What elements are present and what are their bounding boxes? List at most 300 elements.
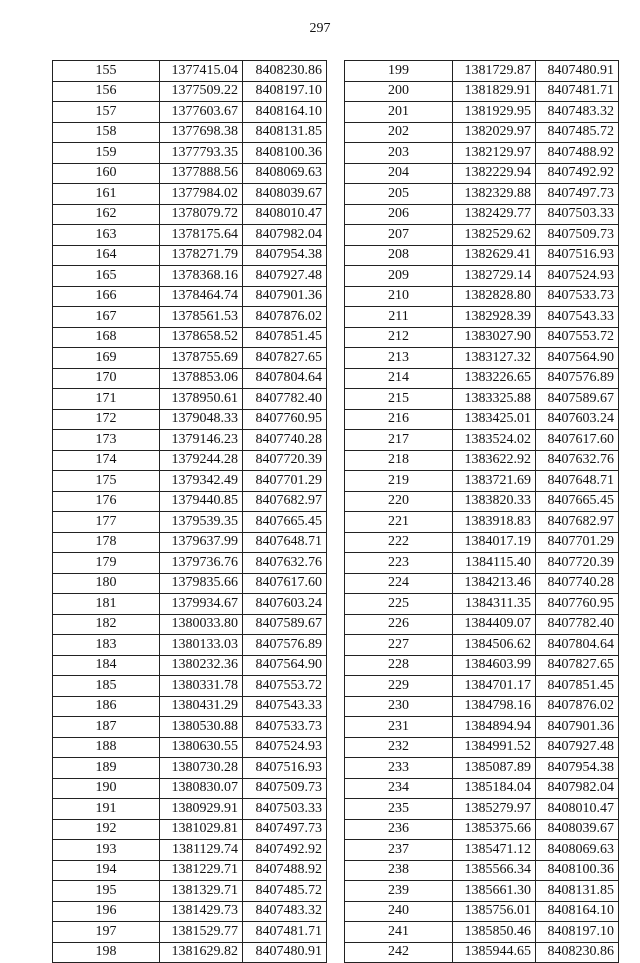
x-coordinate-cell: 1377793.35 <box>160 143 243 164</box>
table-row <box>345 471 619 492</box>
point-number-cell: 234 <box>345 778 453 799</box>
point-number-cell: 211 <box>345 307 453 328</box>
x-coordinate-cell: 1380830.07 <box>160 778 243 799</box>
table-row <box>345 881 619 902</box>
y-coordinate-cell: 8407480.91 <box>536 61 619 82</box>
table-row <box>345 389 619 410</box>
y-coordinate-cell: 8407804.64 <box>536 635 619 656</box>
point-number-cell: 175 <box>53 471 160 492</box>
point-number-cell: 232 <box>345 737 453 758</box>
x-coordinate-cell: 1382029.97 <box>453 122 536 143</box>
x-coordinate-cell: 1380331.78 <box>160 676 243 697</box>
table-row <box>53 266 327 287</box>
x-coordinate-cell: 1378658.52 <box>160 327 243 348</box>
x-coordinate-cell: 1384506.62 <box>453 635 536 656</box>
table-row <box>53 737 327 758</box>
point-number-cell: 241 <box>345 922 453 943</box>
y-coordinate-cell: 8407927.48 <box>243 266 327 287</box>
point-number-cell: 239 <box>345 881 453 902</box>
point-number-cell: 224 <box>345 573 453 594</box>
table-row <box>345 901 619 922</box>
point-number-cell: 197 <box>53 922 160 943</box>
y-coordinate-cell: 8407492.92 <box>243 840 327 861</box>
x-coordinate-cell: 1379048.33 <box>160 409 243 430</box>
table-row <box>53 532 327 553</box>
table-row <box>345 840 619 861</box>
x-coordinate-cell: 1382629.41 <box>453 245 536 266</box>
page-number: 297 <box>309 21 331 36</box>
x-coordinate-cell: 1383425.01 <box>453 409 536 430</box>
point-number-cell: 199 <box>345 61 453 82</box>
y-coordinate-cell: 8408039.67 <box>536 819 619 840</box>
table-row <box>53 901 327 922</box>
point-number-cell: 171 <box>53 389 160 410</box>
table-row <box>345 286 619 307</box>
x-coordinate-cell: 1381229.71 <box>160 860 243 881</box>
y-coordinate-cell: 8407509.73 <box>536 225 619 246</box>
table-row <box>53 409 327 430</box>
table-row <box>53 163 327 184</box>
y-coordinate-cell: 8407553.72 <box>536 327 619 348</box>
point-number-cell: 159 <box>53 143 160 164</box>
point-number-cell: 222 <box>345 532 453 553</box>
x-coordinate-cell: 1378755.69 <box>160 348 243 369</box>
point-number-cell: 206 <box>345 204 453 225</box>
y-coordinate-cell: 8408230.86 <box>536 942 619 963</box>
point-number-cell: 221 <box>345 512 453 533</box>
y-coordinate-cell: 8407553.72 <box>243 676 327 697</box>
coordinates-table-left <box>52 60 327 963</box>
table-row <box>345 819 619 840</box>
table-row <box>53 758 327 779</box>
x-coordinate-cell: 1382729.14 <box>453 266 536 287</box>
table-row <box>53 614 327 635</box>
y-coordinate-cell: 8407954.38 <box>536 758 619 779</box>
x-coordinate-cell: 1378368.16 <box>160 266 243 287</box>
table-row <box>53 881 327 902</box>
point-number-cell: 158 <box>53 122 160 143</box>
table-row <box>53 491 327 512</box>
point-number-cell: 235 <box>345 799 453 820</box>
x-coordinate-cell: 1380133.03 <box>160 635 243 656</box>
point-number-cell: 185 <box>53 676 160 697</box>
point-number-cell: 196 <box>53 901 160 922</box>
y-coordinate-cell: 8407648.71 <box>536 471 619 492</box>
x-coordinate-cell: 1377984.02 <box>160 184 243 205</box>
table-row <box>345 491 619 512</box>
table-row <box>53 553 327 574</box>
y-coordinate-cell: 8407648.71 <box>243 532 327 553</box>
y-coordinate-cell: 8407481.71 <box>536 81 619 102</box>
point-number-cell: 229 <box>345 676 453 697</box>
point-number-cell: 212 <box>345 327 453 348</box>
y-coordinate-cell: 8408010.47 <box>243 204 327 225</box>
point-number-cell: 227 <box>345 635 453 656</box>
table-row <box>345 676 619 697</box>
point-number-cell: 217 <box>345 430 453 451</box>
y-coordinate-cell: 8407665.45 <box>243 512 327 533</box>
point-number-cell: 202 <box>345 122 453 143</box>
y-coordinate-cell: 8408069.63 <box>536 840 619 861</box>
x-coordinate-cell: 1385566.34 <box>453 860 536 881</box>
y-coordinate-cell: 8407543.33 <box>243 696 327 717</box>
table-row <box>345 737 619 758</box>
y-coordinate-cell: 8407497.73 <box>536 184 619 205</box>
table-row <box>53 225 327 246</box>
x-coordinate-cell: 1385944.65 <box>453 942 536 963</box>
y-coordinate-cell: 8407720.39 <box>243 450 327 471</box>
y-coordinate-cell: 8407533.73 <box>243 717 327 738</box>
y-coordinate-cell: 8407524.93 <box>536 266 619 287</box>
y-coordinate-cell: 8407701.29 <box>536 532 619 553</box>
y-coordinate-cell: 8407576.89 <box>536 368 619 389</box>
y-coordinate-cell: 8407589.67 <box>243 614 327 635</box>
point-number-cell: 180 <box>53 573 160 594</box>
x-coordinate-cell: 1385184.04 <box>453 778 536 799</box>
point-number-cell: 238 <box>345 860 453 881</box>
table-row <box>345 450 619 471</box>
x-coordinate-cell: 1381929.95 <box>453 102 536 123</box>
x-coordinate-cell: 1379835.66 <box>160 573 243 594</box>
y-coordinate-cell: 8407851.45 <box>536 676 619 697</box>
table-row <box>53 799 327 820</box>
table-row <box>53 327 327 348</box>
point-number-cell: 174 <box>53 450 160 471</box>
x-coordinate-cell: 1385087.89 <box>453 758 536 779</box>
y-coordinate-cell: 8407564.90 <box>536 348 619 369</box>
y-coordinate-cell: 8407617.60 <box>243 573 327 594</box>
table-row <box>53 635 327 656</box>
y-coordinate-cell: 8407603.24 <box>243 594 327 615</box>
table-row <box>53 368 327 389</box>
y-coordinate-cell: 8407701.29 <box>243 471 327 492</box>
point-number-cell: 179 <box>53 553 160 574</box>
point-number-cell: 165 <box>53 266 160 287</box>
point-number-cell: 231 <box>345 717 453 738</box>
y-coordinate-cell: 8408131.85 <box>536 881 619 902</box>
x-coordinate-cell: 1383127.32 <box>453 348 536 369</box>
x-coordinate-cell: 1379440.85 <box>160 491 243 512</box>
point-number-cell: 225 <box>345 594 453 615</box>
y-coordinate-cell: 8408100.36 <box>243 143 327 164</box>
y-coordinate-cell: 8407760.95 <box>536 594 619 615</box>
x-coordinate-cell: 1385850.46 <box>453 922 536 943</box>
x-coordinate-cell: 1383918.83 <box>453 512 536 533</box>
x-coordinate-cell: 1378271.79 <box>160 245 243 266</box>
table-row <box>53 840 327 861</box>
x-coordinate-cell: 1379736.76 <box>160 553 243 574</box>
table-row <box>345 327 619 348</box>
x-coordinate-cell: 1380530.88 <box>160 717 243 738</box>
table-row <box>345 717 619 738</box>
point-number-cell: 213 <box>345 348 453 369</box>
y-coordinate-cell: 8407760.95 <box>243 409 327 430</box>
y-coordinate-cell: 8407632.76 <box>536 450 619 471</box>
table-row <box>53 286 327 307</box>
table-row <box>53 717 327 738</box>
y-coordinate-cell: 8407524.93 <box>243 737 327 758</box>
coordinates-table-right <box>344 60 619 963</box>
table-row <box>345 143 619 164</box>
table-row <box>345 81 619 102</box>
point-number-cell: 193 <box>53 840 160 861</box>
y-coordinate-cell: 8407982.04 <box>243 225 327 246</box>
point-number-cell: 161 <box>53 184 160 205</box>
x-coordinate-cell: 1380929.91 <box>160 799 243 820</box>
table-row <box>53 81 327 102</box>
y-coordinate-cell: 8407485.72 <box>243 881 327 902</box>
table-row <box>53 471 327 492</box>
y-coordinate-cell: 8408164.10 <box>536 901 619 922</box>
table-row <box>53 573 327 594</box>
table-row <box>345 122 619 143</box>
y-coordinate-cell: 8407982.04 <box>536 778 619 799</box>
x-coordinate-cell: 1378464.74 <box>160 286 243 307</box>
point-number-cell: 155 <box>53 61 160 82</box>
table-row <box>53 61 327 82</box>
x-coordinate-cell: 1381729.87 <box>453 61 536 82</box>
x-coordinate-cell: 1379342.49 <box>160 471 243 492</box>
point-number-cell: 188 <box>53 737 160 758</box>
table-row <box>53 143 327 164</box>
y-coordinate-cell: 8407516.93 <box>536 245 619 266</box>
x-coordinate-cell: 1385471.12 <box>453 840 536 861</box>
point-number-cell: 194 <box>53 860 160 881</box>
y-coordinate-cell: 8407682.97 <box>243 491 327 512</box>
y-coordinate-cell: 8408069.63 <box>243 163 327 184</box>
x-coordinate-cell: 1383027.90 <box>453 327 536 348</box>
point-number-cell: 215 <box>345 389 453 410</box>
y-coordinate-cell: 8407503.33 <box>243 799 327 820</box>
point-number-cell: 187 <box>53 717 160 738</box>
point-number-cell: 157 <box>53 102 160 123</box>
point-number-cell: 200 <box>345 81 453 102</box>
point-number-cell: 203 <box>345 143 453 164</box>
point-number-cell: 195 <box>53 881 160 902</box>
table-body <box>53 61 327 963</box>
y-coordinate-cell: 8407480.91 <box>243 942 327 963</box>
x-coordinate-cell: 1378950.61 <box>160 389 243 410</box>
table-row <box>345 225 619 246</box>
point-number-cell: 230 <box>345 696 453 717</box>
y-coordinate-cell: 8407576.89 <box>243 635 327 656</box>
point-number-cell: 170 <box>53 368 160 389</box>
x-coordinate-cell: 1385756.01 <box>453 901 536 922</box>
x-coordinate-cell: 1380033.80 <box>160 614 243 635</box>
x-coordinate-cell: 1384115.40 <box>453 553 536 574</box>
y-coordinate-cell: 8408164.10 <box>243 102 327 123</box>
y-coordinate-cell: 8407483.32 <box>243 901 327 922</box>
x-coordinate-cell: 1378175.64 <box>160 225 243 246</box>
table-row <box>345 594 619 615</box>
point-number-cell: 173 <box>53 430 160 451</box>
y-coordinate-cell: 8408039.67 <box>243 184 327 205</box>
table-row <box>53 430 327 451</box>
point-number-cell: 198 <box>53 942 160 963</box>
point-number-cell: 181 <box>53 594 160 615</box>
table-row <box>53 245 327 266</box>
point-number-cell: 167 <box>53 307 160 328</box>
y-coordinate-cell: 8407876.02 <box>536 696 619 717</box>
table-row <box>53 860 327 881</box>
y-coordinate-cell: 8407720.39 <box>536 553 619 574</box>
y-coordinate-cell: 8407901.36 <box>243 286 327 307</box>
table-row <box>53 676 327 697</box>
table-row <box>345 922 619 943</box>
x-coordinate-cell: 1384798.16 <box>453 696 536 717</box>
point-number-cell: 220 <box>345 491 453 512</box>
y-coordinate-cell: 8408197.10 <box>536 922 619 943</box>
point-number-cell: 164 <box>53 245 160 266</box>
table-row <box>53 122 327 143</box>
point-number-cell: 236 <box>345 819 453 840</box>
y-coordinate-cell: 8407589.67 <box>536 389 619 410</box>
point-number-cell: 216 <box>345 409 453 430</box>
point-number-cell: 163 <box>53 225 160 246</box>
x-coordinate-cell: 1385375.66 <box>453 819 536 840</box>
table-row <box>345 655 619 676</box>
y-coordinate-cell: 8407740.28 <box>243 430 327 451</box>
y-coordinate-cell: 8407827.65 <box>536 655 619 676</box>
point-number-cell: 233 <box>345 758 453 779</box>
table-row <box>345 61 619 82</box>
x-coordinate-cell: 1379146.23 <box>160 430 243 451</box>
x-coordinate-cell: 1384603.99 <box>453 655 536 676</box>
x-coordinate-cell: 1384311.35 <box>453 594 536 615</box>
x-coordinate-cell: 1382529.62 <box>453 225 536 246</box>
table-row <box>345 635 619 656</box>
y-coordinate-cell: 8408131.85 <box>243 122 327 143</box>
x-coordinate-cell: 1382129.97 <box>453 143 536 164</box>
x-coordinate-cell: 1382229.94 <box>453 163 536 184</box>
x-coordinate-cell: 1380232.36 <box>160 655 243 676</box>
y-coordinate-cell: 8407740.28 <box>536 573 619 594</box>
x-coordinate-cell: 1384017.19 <box>453 532 536 553</box>
table-row <box>53 696 327 717</box>
point-number-cell: 205 <box>345 184 453 205</box>
x-coordinate-cell: 1383524.02 <box>453 430 536 451</box>
y-coordinate-cell: 8407509.73 <box>243 778 327 799</box>
point-number-cell: 209 <box>345 266 453 287</box>
table-row <box>53 102 327 123</box>
point-number-cell: 208 <box>345 245 453 266</box>
x-coordinate-cell: 1383622.92 <box>453 450 536 471</box>
point-number-cell: 182 <box>53 614 160 635</box>
table-row <box>53 450 327 471</box>
x-coordinate-cell: 1381429.73 <box>160 901 243 922</box>
point-number-cell: 191 <box>53 799 160 820</box>
table-row <box>345 204 619 225</box>
point-number-cell: 192 <box>53 819 160 840</box>
table-row <box>345 409 619 430</box>
table-row <box>345 860 619 881</box>
y-coordinate-cell: 8407483.32 <box>536 102 619 123</box>
table-row <box>345 368 619 389</box>
table-row <box>345 799 619 820</box>
x-coordinate-cell: 1383820.33 <box>453 491 536 512</box>
y-coordinate-cell: 8407954.38 <box>243 245 327 266</box>
point-number-cell: 237 <box>345 840 453 861</box>
table-row <box>345 532 619 553</box>
y-coordinate-cell: 8407533.73 <box>536 286 619 307</box>
x-coordinate-cell: 1379539.35 <box>160 512 243 533</box>
x-coordinate-cell: 1384894.94 <box>453 717 536 738</box>
y-coordinate-cell: 8407603.24 <box>536 409 619 430</box>
table-row <box>345 942 619 963</box>
table-row <box>345 430 619 451</box>
point-number-cell: 189 <box>53 758 160 779</box>
x-coordinate-cell: 1382429.77 <box>453 204 536 225</box>
x-coordinate-cell: 1379637.99 <box>160 532 243 553</box>
x-coordinate-cell: 1380431.29 <box>160 696 243 717</box>
x-coordinate-cell: 1384213.46 <box>453 573 536 594</box>
x-coordinate-cell: 1378853.06 <box>160 368 243 389</box>
x-coordinate-cell: 1382928.39 <box>453 307 536 328</box>
y-coordinate-cell: 8407927.48 <box>536 737 619 758</box>
table-row <box>53 655 327 676</box>
point-number-cell: 210 <box>345 286 453 307</box>
x-coordinate-cell: 1380630.55 <box>160 737 243 758</box>
y-coordinate-cell: 8407488.92 <box>536 143 619 164</box>
point-number-cell: 214 <box>345 368 453 389</box>
table-row <box>345 184 619 205</box>
point-number-cell: 218 <box>345 450 453 471</box>
x-coordinate-cell: 1377509.22 <box>160 81 243 102</box>
point-number-cell: 160 <box>53 163 160 184</box>
y-coordinate-cell: 8407876.02 <box>243 307 327 328</box>
y-coordinate-cell: 8407488.92 <box>243 860 327 881</box>
x-coordinate-cell: 1381329.71 <box>160 881 243 902</box>
x-coordinate-cell: 1379934.67 <box>160 594 243 615</box>
point-number-cell: 166 <box>53 286 160 307</box>
y-coordinate-cell: 8408197.10 <box>243 81 327 102</box>
table-row <box>53 778 327 799</box>
x-coordinate-cell: 1381029.81 <box>160 819 243 840</box>
y-coordinate-cell: 8407827.65 <box>243 348 327 369</box>
y-coordinate-cell: 8408010.47 <box>536 799 619 820</box>
point-number-cell: 172 <box>53 409 160 430</box>
y-coordinate-cell: 8407617.60 <box>536 430 619 451</box>
table-row <box>345 614 619 635</box>
y-coordinate-cell: 8407901.36 <box>536 717 619 738</box>
point-number-cell: 183 <box>53 635 160 656</box>
table-row <box>53 512 327 533</box>
table-row <box>53 389 327 410</box>
y-coordinate-cell: 8407485.72 <box>536 122 619 143</box>
x-coordinate-cell: 1377698.38 <box>160 122 243 143</box>
table-row <box>53 594 327 615</box>
y-coordinate-cell: 8407497.73 <box>243 819 327 840</box>
point-number-cell: 162 <box>53 204 160 225</box>
table-row <box>53 819 327 840</box>
x-coordinate-cell: 1382828.80 <box>453 286 536 307</box>
y-coordinate-cell: 8407682.97 <box>536 512 619 533</box>
point-number-cell: 207 <box>345 225 453 246</box>
x-coordinate-cell: 1383226.65 <box>453 368 536 389</box>
x-coordinate-cell: 1384409.07 <box>453 614 536 635</box>
x-coordinate-cell: 1381829.91 <box>453 81 536 102</box>
x-coordinate-cell: 1384701.17 <box>453 676 536 697</box>
table-body <box>345 61 619 963</box>
point-number-cell: 168 <box>53 327 160 348</box>
y-coordinate-cell: 8407564.90 <box>243 655 327 676</box>
point-number-cell: 176 <box>53 491 160 512</box>
x-coordinate-cell: 1378561.53 <box>160 307 243 328</box>
table-row <box>345 307 619 328</box>
x-coordinate-cell: 1381629.82 <box>160 942 243 963</box>
y-coordinate-cell: 8407516.93 <box>243 758 327 779</box>
table-row <box>53 184 327 205</box>
